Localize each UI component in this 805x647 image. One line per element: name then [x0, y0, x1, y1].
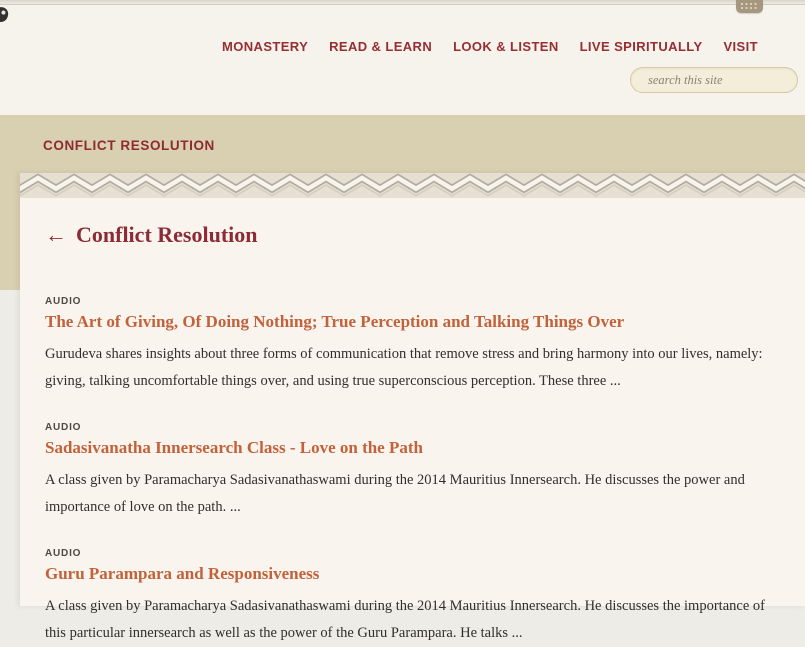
nav-item-look-listen[interactable]: LOOK & LISTEN — [453, 39, 559, 54]
content-panel — [20, 173, 805, 641]
site-header — [0, 0, 805, 115]
item-description: Gurudeva shares insights about three forms of communication that remove stress and bring harmony into our lives, namely: giving, talking uncomfortable things over, and using true superconscious perception. These three ... — [45, 346, 763, 389]
list-item — [45, 296, 785, 395]
page-title — [45, 222, 785, 248]
back-arrow[interactable]: ← — [45, 222, 67, 247]
nav-item-visit[interactable]: VISIT — [723, 39, 758, 54]
item-type-badge: AUDIO — [45, 296, 82, 307]
list-item — [45, 548, 785, 647]
search-input[interactable] — [631, 68, 805, 92]
item-description: A class given by Paramacharya Sadasivanathaswami during the 2014 Mauritius Innersearch. He discusses the importance of this particular innersearch as well as the power of the Guru Parampara. He talks ... — [45, 598, 765, 641]
logo-fragment-icon — [0, 6, 9, 24]
nav-item-live-spiritually[interactable]: LIVE SPIRITUALLY — [579, 39, 703, 54]
section-title: CONFLICT RESOLUTION — [43, 138, 215, 153]
item-title-link[interactable]: Sadasivanatha Innersearch Class - Love on the Path — [45, 438, 423, 457]
zigzag-border-decoration — [20, 173, 805, 198]
page-title-text: Conflict Resolution — [76, 222, 258, 247]
item-type-badge: AUDIO — [45, 548, 82, 559]
content-area — [20, 198, 805, 647]
nav-item-monastery[interactable]: MONASTERY — [222, 39, 309, 54]
item-title-link[interactable]: The Art of Giving, Of Doing Nothing; True Perception and Talking Things Over — [45, 312, 625, 331]
main-nav — [222, 39, 758, 54]
torn-paper-edge — [0, 0, 805, 5]
nav-item-read-learn[interactable]: READ & LEARN — [329, 39, 433, 54]
item-title-link[interactable]: Guru Parampara and Responsiveness — [45, 564, 320, 583]
site-search — [630, 67, 798, 93]
item-description: A class given by Paramacharya Sadasivanathaswami during the 2014 Mauritius Innersearch. He discusses the power and importance of love on the path. ... — [45, 472, 745, 515]
grid-dots-row — [741, 7, 759, 9]
item-type-badge: AUDIO — [45, 422, 82, 433]
list-item — [45, 422, 785, 521]
grid-dots-button[interactable] — [736, 0, 763, 13]
grid-dots-row — [741, 3, 759, 5]
